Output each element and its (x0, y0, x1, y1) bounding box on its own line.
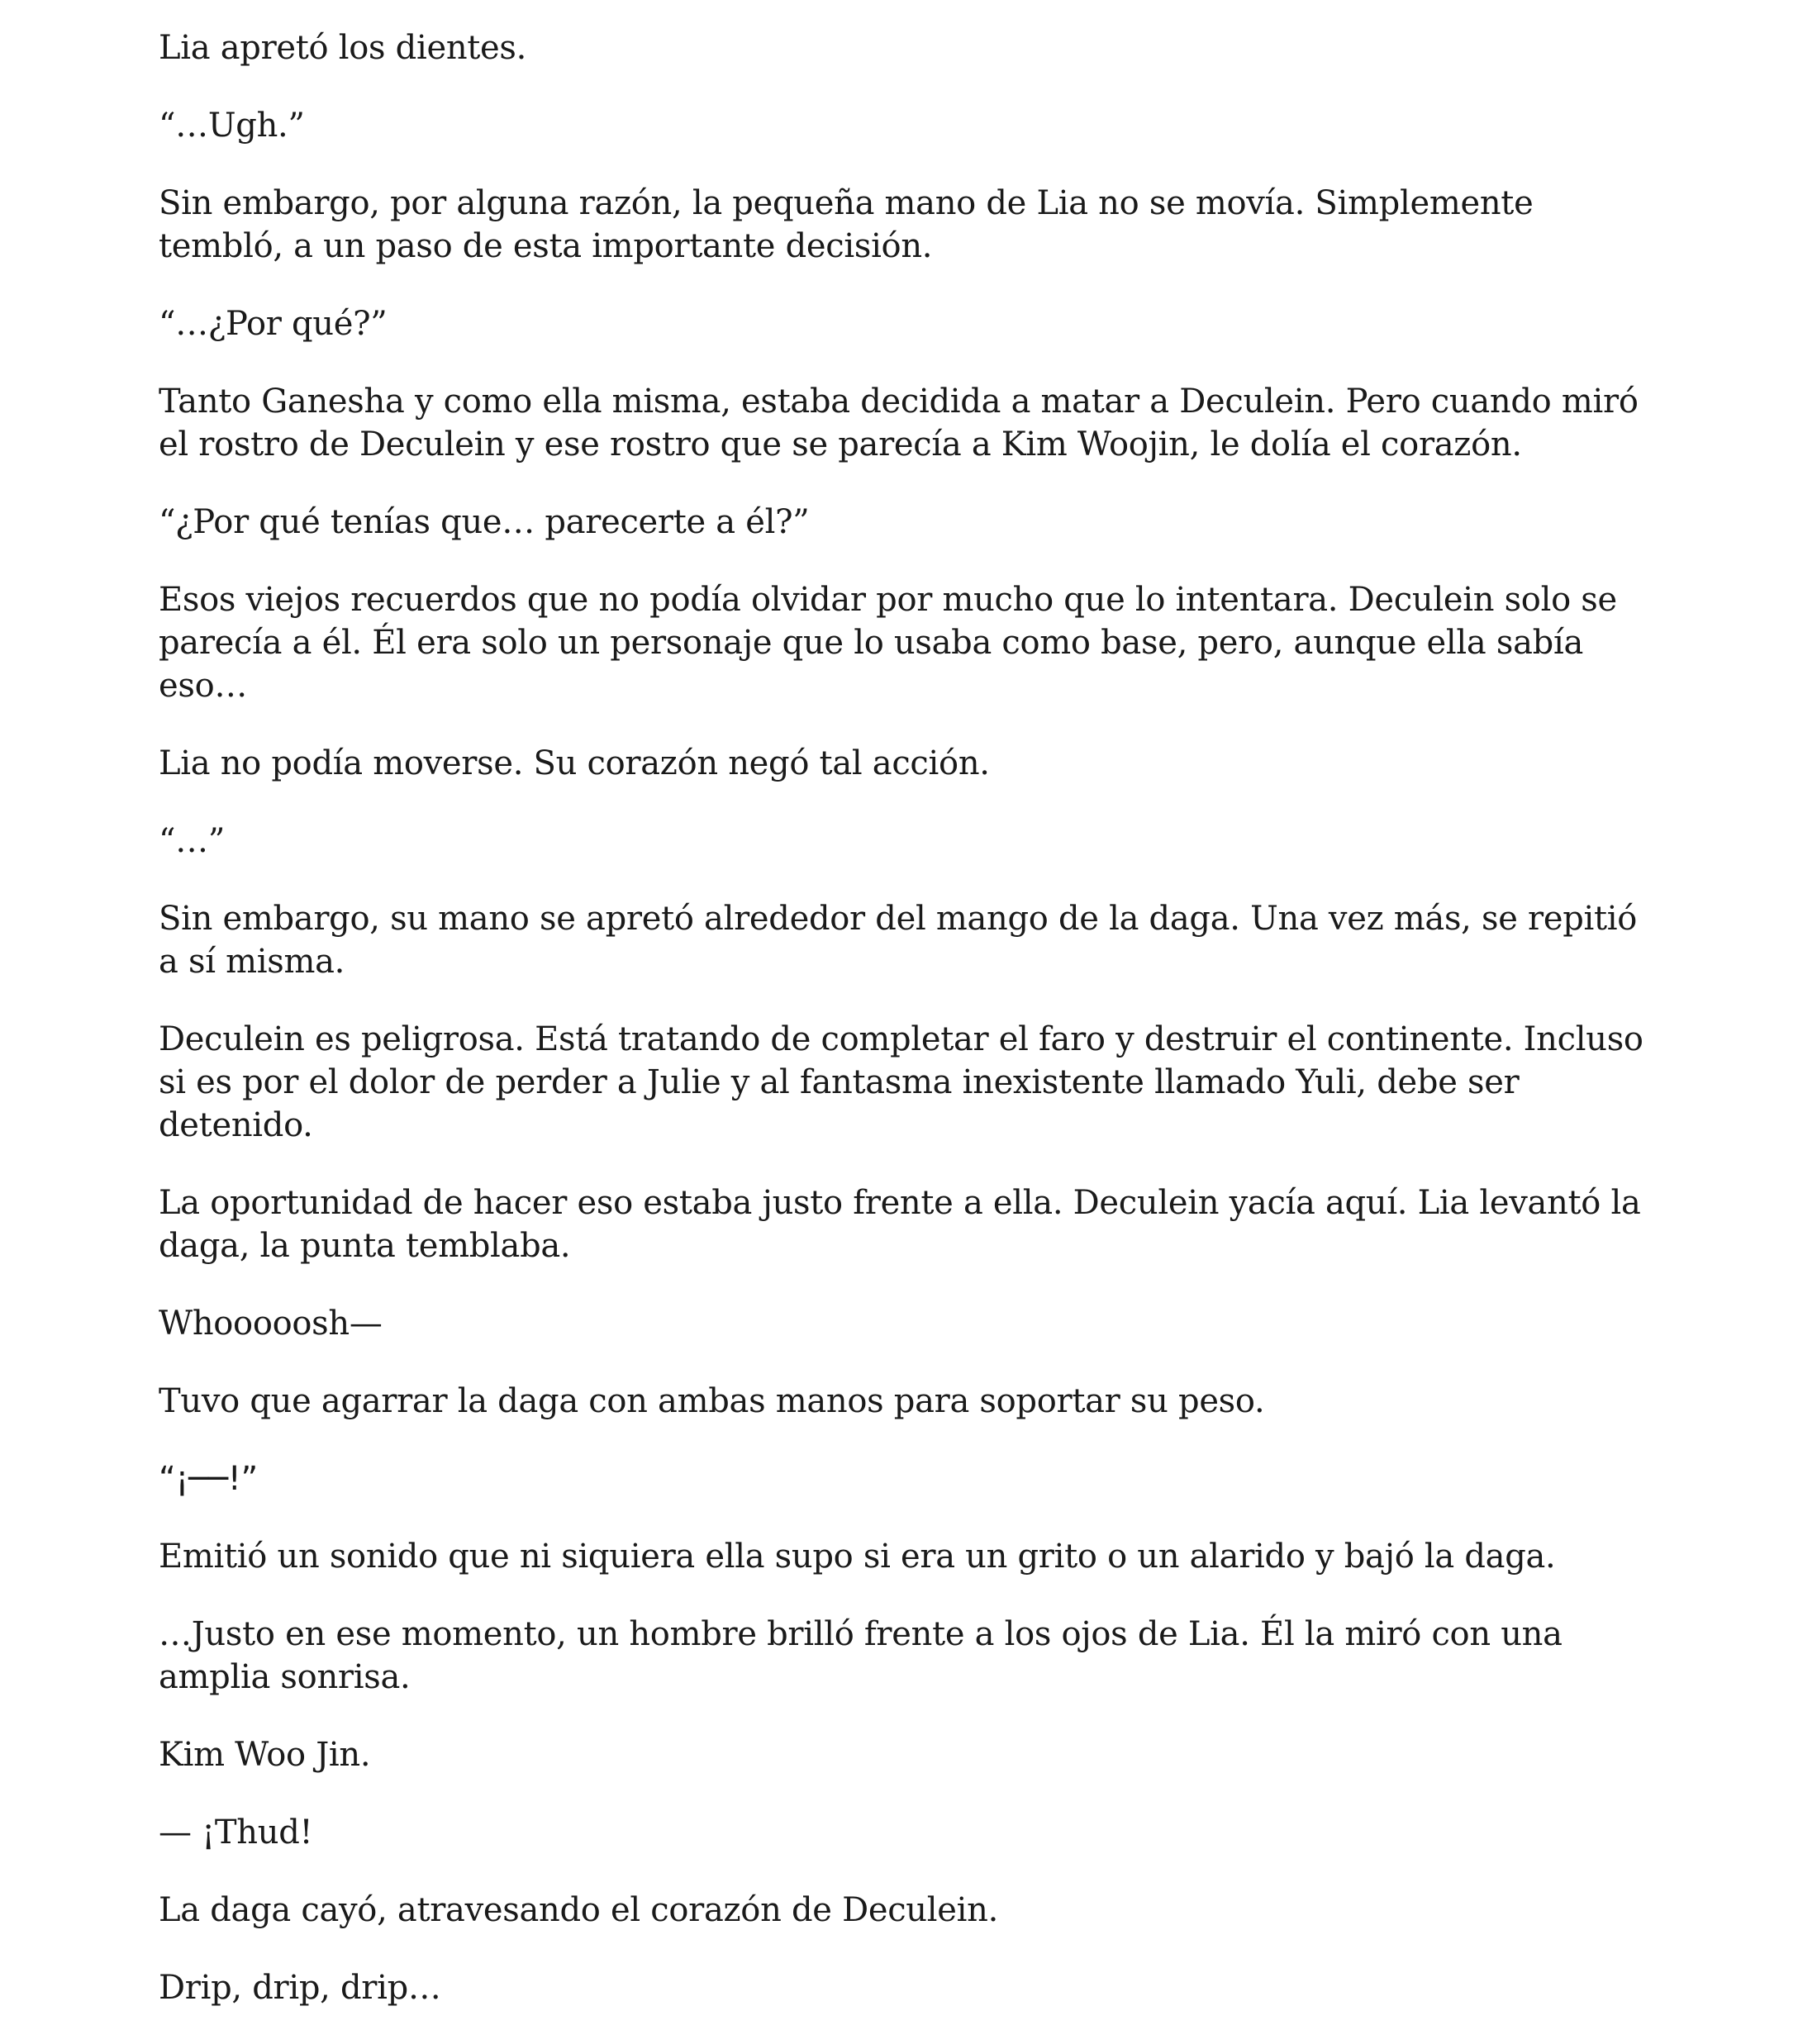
paragraph: Lia no podía moverse. Su corazón negó tal acción. (159, 744, 990, 782)
paragraph: Tanto Ganesha y como ella misma, estaba decidida a matar a Deculein. Pero cuando miró el rostro de Deculein y ese rostro que se parecía a Kim Woojin, le dolía el corazón. (159, 383, 1639, 463)
paragraph: “…” (159, 822, 225, 860)
paragraph: Deculein es peligrosa. Está tratando de completar el faro y destruir el continente. Incluso si es por el dolor de perder a Julie y al fantasma inexistente llamado Yuli, debe ser detenido. (159, 1020, 1643, 1144)
paragraph: Tuvo que agarrar la daga con ambas manos para soportar su peso. (159, 1382, 1265, 1420)
paragraph: La oportunidad de hacer eso estaba justo frente a ella. Deculein yacía aquí. Lia levantó la daga, la punta temblaba. (159, 1184, 1641, 1265)
paragraph: Emitió un sonido que ni siquiera ella supo si era un grito o un alarido y bajó la daga. (159, 1538, 1556, 1576)
paragraph: — ¡Thud! (159, 1813, 313, 1851)
paragraph: Sin embargo, su mano se apretó alrededor del mango de la daga. Una vez más, se repitió a sí misma. (159, 900, 1638, 981)
paragraph: Sin embargo, por alguna razón, la pequeña mano de Lia no se movía. Simplemente tembló, a un paso de esta importante decisión. (159, 184, 1534, 265)
paragraph: Esos viejos recuerdos que no podía olvidar por mucho que lo intentara. Deculein solo se parecía a él. Él era solo un personaje que lo usaba como base, pero, aunque ella sabía eso… (159, 581, 1617, 705)
paragraph: Drip, drip, drip… (159, 1969, 441, 2007)
paragraph: Lia apretó los dientes. (159, 29, 527, 67)
paragraph: “…Ugh.” (159, 107, 305, 145)
paragraph: Whooooosh— (159, 1305, 383, 1343)
paragraph: …Justo en ese momento, un hombre brilló frente a los ojos de Lia. Él la miró con una amplia sonrisa. (159, 1615, 1563, 1696)
paragraph: Kim Woo Jin. (159, 1736, 371, 1774)
paragraph: “¿Por qué tenías que… parecerte a él?” (159, 503, 810, 541)
paragraph: “…¿Por qué?” (159, 305, 388, 343)
paragraph: “¡──!” (159, 1460, 258, 1498)
paragraph: La daga cayó, atravesando el corazón de Deculein. (159, 1891, 999, 1929)
document-page (159, 26, 1646, 2044)
